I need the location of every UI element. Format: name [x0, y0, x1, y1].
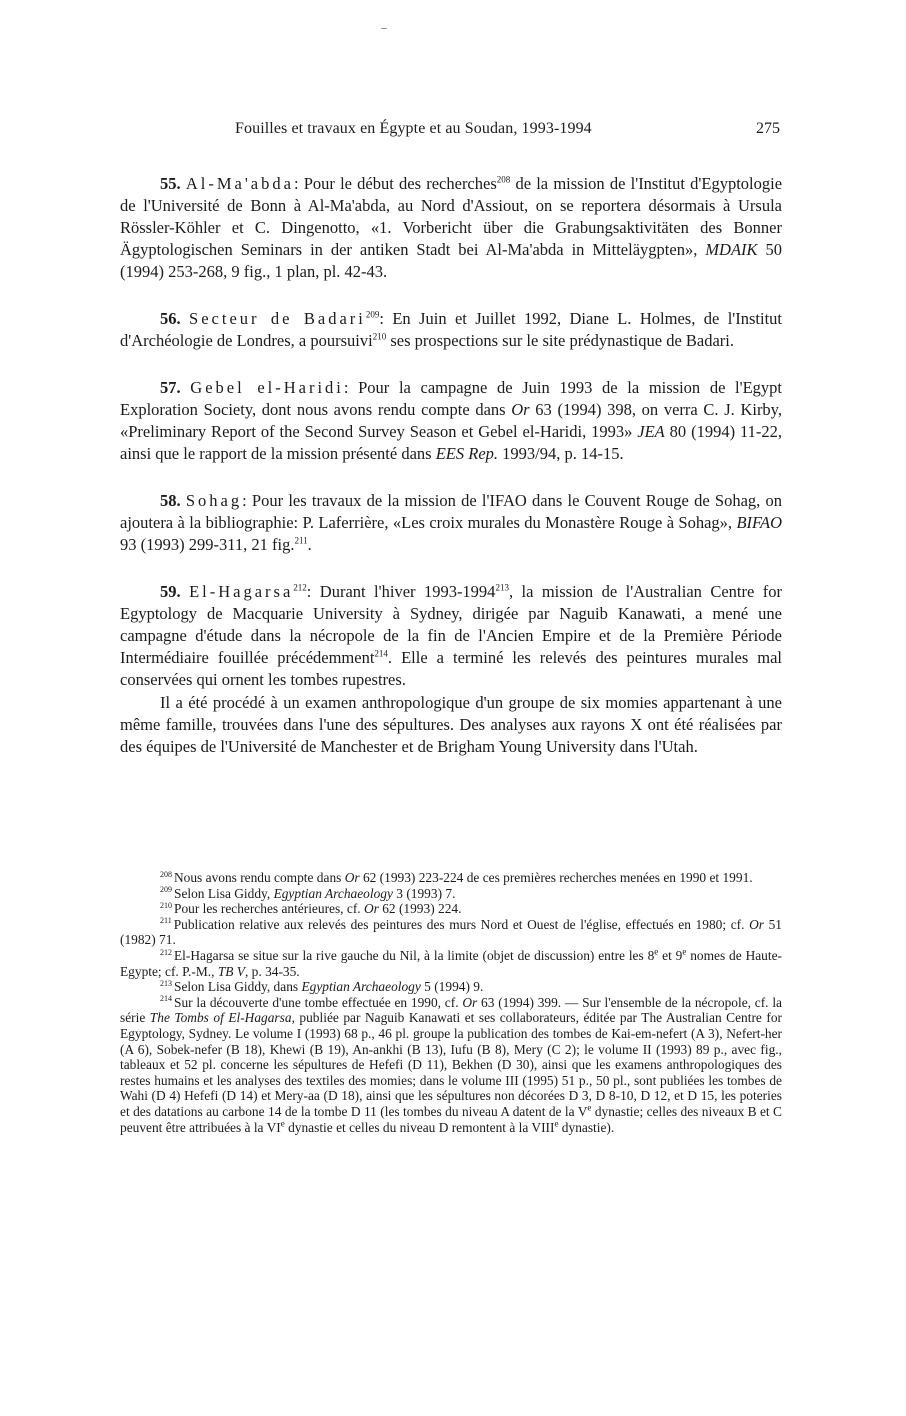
footnote-text: 3 (1993) 7. [392, 885, 456, 901]
entry-58 [120, 490, 782, 556]
ordinal-suffix: e [280, 1118, 285, 1129]
footnote-text: dynastie; celles des niveaux B et C peuvent être attribuées à la VI [120, 1103, 782, 1135]
entry-text: : Pour le début des recherches [293, 174, 497, 193]
journal-abbrev: Or [462, 994, 478, 1010]
journal-abbrev: JEA [637, 422, 665, 441]
ordinal-suffix: e [554, 1118, 559, 1129]
entry-number: 58. [160, 491, 181, 510]
entry-text: 63 (1994) 398, on verra C. J. Kirby, «Preliminary Report of the Second Survey Season et Gebel el-Haridi, 1993» [120, 400, 782, 441]
footnote-211 [120, 917, 782, 948]
entry-text: : Pour les travaux de la mission de l'IFAO dans le Couvent Rouge de Sohag, on ajoutera à la bibliographie: P. Laferrière, «Les croix murales du Monastère Rouge à Sohag», [120, 491, 782, 532]
footnote-number: 209 [160, 885, 172, 895]
entry-59-paragraph-2: Il a été procédé à un examen anthropologique d'un groupe de six momies appartenant à une même famille, trouvées dans l'une des sépultures. Des analyses aux rayons X ont été réalisées par des équipes de l'Université de Manchester et de Brigham Young University dans l'Utah. [120, 693, 782, 756]
entry-text: 80 (1994) 11-22, ainsi que le rapport de la mission présenté dans [120, 422, 782, 463]
footnote-text: , p. 34-35. [244, 963, 300, 979]
journal-abbrev: Or [344, 870, 360, 885]
series-title: The Tombs of El-Hagarsa [149, 1010, 292, 1026]
footnote-text: 62 (1993) 223-224 de ces premières recherches menées en 1990 et 1991. [359, 870, 753, 885]
scan-mark [381, 28, 387, 29]
entry-text: 1993/94, p. 14-15. [498, 444, 624, 463]
journal-abbrev: Or [749, 916, 764, 932]
footnote-text: dynastie). [558, 1119, 615, 1135]
journal-abbrev: Or [363, 901, 379, 917]
entry-text: de la mission de l'Institut d'Egyptologie de l'Université de Bonn à Al-Ma'abda, au Nord d'Assiout, on se reportera désormais à Ursula Rössler-Köhler et C. Dingenotto, «1. Vorbericht über die Grabungsaktivitäten des Bonner Ägyptologischen Seminars in der antiken Stadt bei Al-Ma'abda in Mitteläygpten», [120, 174, 783, 259]
entry-text: ses prospections sur le site prédynastique de Badari. [386, 331, 734, 350]
entry-59 [120, 581, 782, 691]
footnote-number: 212 [160, 947, 172, 957]
footnote-ref[interactable]: 208 [496, 174, 511, 185]
footnote-text: 62 (1993) 224. [378, 901, 462, 917]
journal-abbrev: MDAIK [705, 240, 758, 259]
footnote-text: nomes de Haute-Egypte; cf. P.-M., [120, 947, 782, 979]
footnote-208 [120, 870, 782, 886]
footnote-ref[interactable]: 209 [365, 309, 380, 320]
footnote-number: 211 [160, 916, 172, 926]
entry-text: : Durant l'hiver 1993-1994 [306, 582, 496, 601]
entry-text: . Elle a terminé les relevés des peintures murales mal conservées qui ornent les tombes rupestres. [120, 648, 782, 689]
footnote-text: Selon Lisa Giddy, [174, 885, 274, 901]
footnote-ref[interactable]: 212 [293, 582, 307, 593]
footnote-text: Nous avons rendu compte dans [174, 870, 345, 885]
page-number: 275 [756, 120, 780, 137]
journal-abbrev: TB V [217, 963, 245, 979]
entry-56 [120, 308, 782, 352]
footnote-ref[interactable]: 213 [495, 582, 509, 593]
entry-text: , la mission de l'Australian Centre for Egyptology de Macquarie University à Sydney, dirigée par Naguib Kanawati, a mené une campagne d'étude dans la nécropole de la fin de l'Ancien Empire et de la Première Période Intermédiaire fouillée précédemment [120, 582, 782, 667]
footnote-text: et 9 [658, 947, 683, 963]
footnote-number: 210 [160, 900, 172, 910]
ordinal-suffix: e [654, 946, 659, 957]
entry-57 [120, 377, 782, 465]
journal-abbrev: BIFAO [736, 513, 782, 532]
footnote-ref[interactable]: 210 [372, 331, 387, 342]
entry-55 [120, 173, 782, 283]
footnote-214 [120, 995, 782, 1135]
footnote-ref[interactable]: 214 [374, 648, 388, 659]
entry-number: 55. [160, 174, 181, 193]
running-head [120, 120, 780, 144]
footnote-number: 213 [160, 978, 172, 988]
site-name: Gebel el-Haridi [190, 378, 344, 397]
footnote-text: dynastie et celles du niveau D remontent à la VIII [284, 1119, 555, 1135]
main-text [120, 173, 782, 758]
site-name: El-Hagarsa [189, 582, 294, 601]
entry-text: : En Juin et Juillet 1992, Diane L. Holmes, de l'Institut d'Archéologie de Londres, a poursuivi [120, 309, 783, 350]
entry-text: . [307, 535, 312, 554]
footnote-text: Sur la découverte d'une tombe effectuée en 1990, cf. [174, 994, 463, 1010]
footnote-text: Pour les recherches antérieures, cf. [174, 901, 364, 917]
footnote-number: 208 [160, 869, 172, 879]
ordinal-suffix: e [682, 946, 687, 957]
site-name: Sohag [185, 491, 243, 510]
entry-number: 56. [160, 309, 181, 328]
footnote-212 [120, 948, 782, 979]
entry-text: 93 (1993) 299-311, 21 fig. [120, 535, 295, 554]
site-name: Secteur de Badari [189, 309, 366, 328]
journal-abbrev: Or [511, 400, 530, 419]
entry-text: 50 (1994) 253-268, 9 fig., 1 plan, pl. 42-43. [120, 240, 782, 281]
journal-abbrev: EES Rep. [435, 444, 499, 463]
footnote-209 [120, 886, 782, 902]
running-title: Fouilles et travaux en Égypte et au Soudan, 1993-1994 [235, 120, 592, 137]
journal-title: Egyptian Archaeology [301, 979, 421, 995]
ordinal-suffix: e [587, 1102, 592, 1113]
footnote-text: , publiée par Naguib Kanawati et ses collaborateurs, éditée par The Australian Centre for Egyptology, Sydney. Le volume I (1993) 68 p., 46 pl. groupe la publication des tombes de Kai-em-nefert (A 3), Nefert-her (A 6), Sobek-nefer (B 18), Khewi (B 19), An-ankhi (B 13), Iufu (B 8), Mery (C 2); le volume II (1993) 89 p., avec fig., tableaux et 52 pl. concerne les sépultures de Hefefi (D 11), Bekhen (D 30), ainsi que les examens anthropologiques des restes humains et les analyses des textiles des momies; dans le volume III (1995) 51 p., 50 pl., sont publiées les tombes de Wahi (D 4) Hefefi (D 14) et Mery-aa (D 18), ainsi que les sépultures non décorées D 3, D 8-10, D 12, et D 15, les poteries et des datations au carbone 14 de la tombe D 11 (les tombes du niveau A datent de la V [120, 1010, 782, 1119]
footnote-text: El-Hagarsa se situe sur la rive gauche du Nil, à la limite (objet de discussion) entre les 8 [174, 947, 655, 963]
entry-text: : Pour la campagne de Juin 1993 de la mission de l'Egypt Exploration Society, dont nous avons rendu compte dans [120, 378, 783, 419]
footnote-text: Publication relative aux relevés des peintures des murs Nord et Ouest de l'église, effectués en 1980; cf. [173, 916, 750, 932]
journal-title: Egyptian Archaeology [273, 885, 393, 901]
footnote-text: Selon Lisa Giddy, dans [174, 979, 302, 995]
footnotes [120, 870, 782, 1135]
entry-number: 59. [160, 582, 181, 601]
entry-number: 57. [160, 378, 181, 397]
footnote-213 [120, 979, 782, 995]
footnote-text: 63 (1994) 399. — Sur l'ensemble de la nécropole, cf. la série [120, 994, 782, 1026]
footnote-text: 51 (1982) 71. [120, 916, 782, 948]
site-name: Al-Ma'abda [185, 174, 294, 193]
footnote-210 [120, 901, 782, 917]
footnote-ref[interactable]: 211 [294, 535, 308, 546]
footnote-number: 214 [160, 994, 172, 1004]
footnote-text: 5 (1994) 9. [420, 979, 484, 995]
